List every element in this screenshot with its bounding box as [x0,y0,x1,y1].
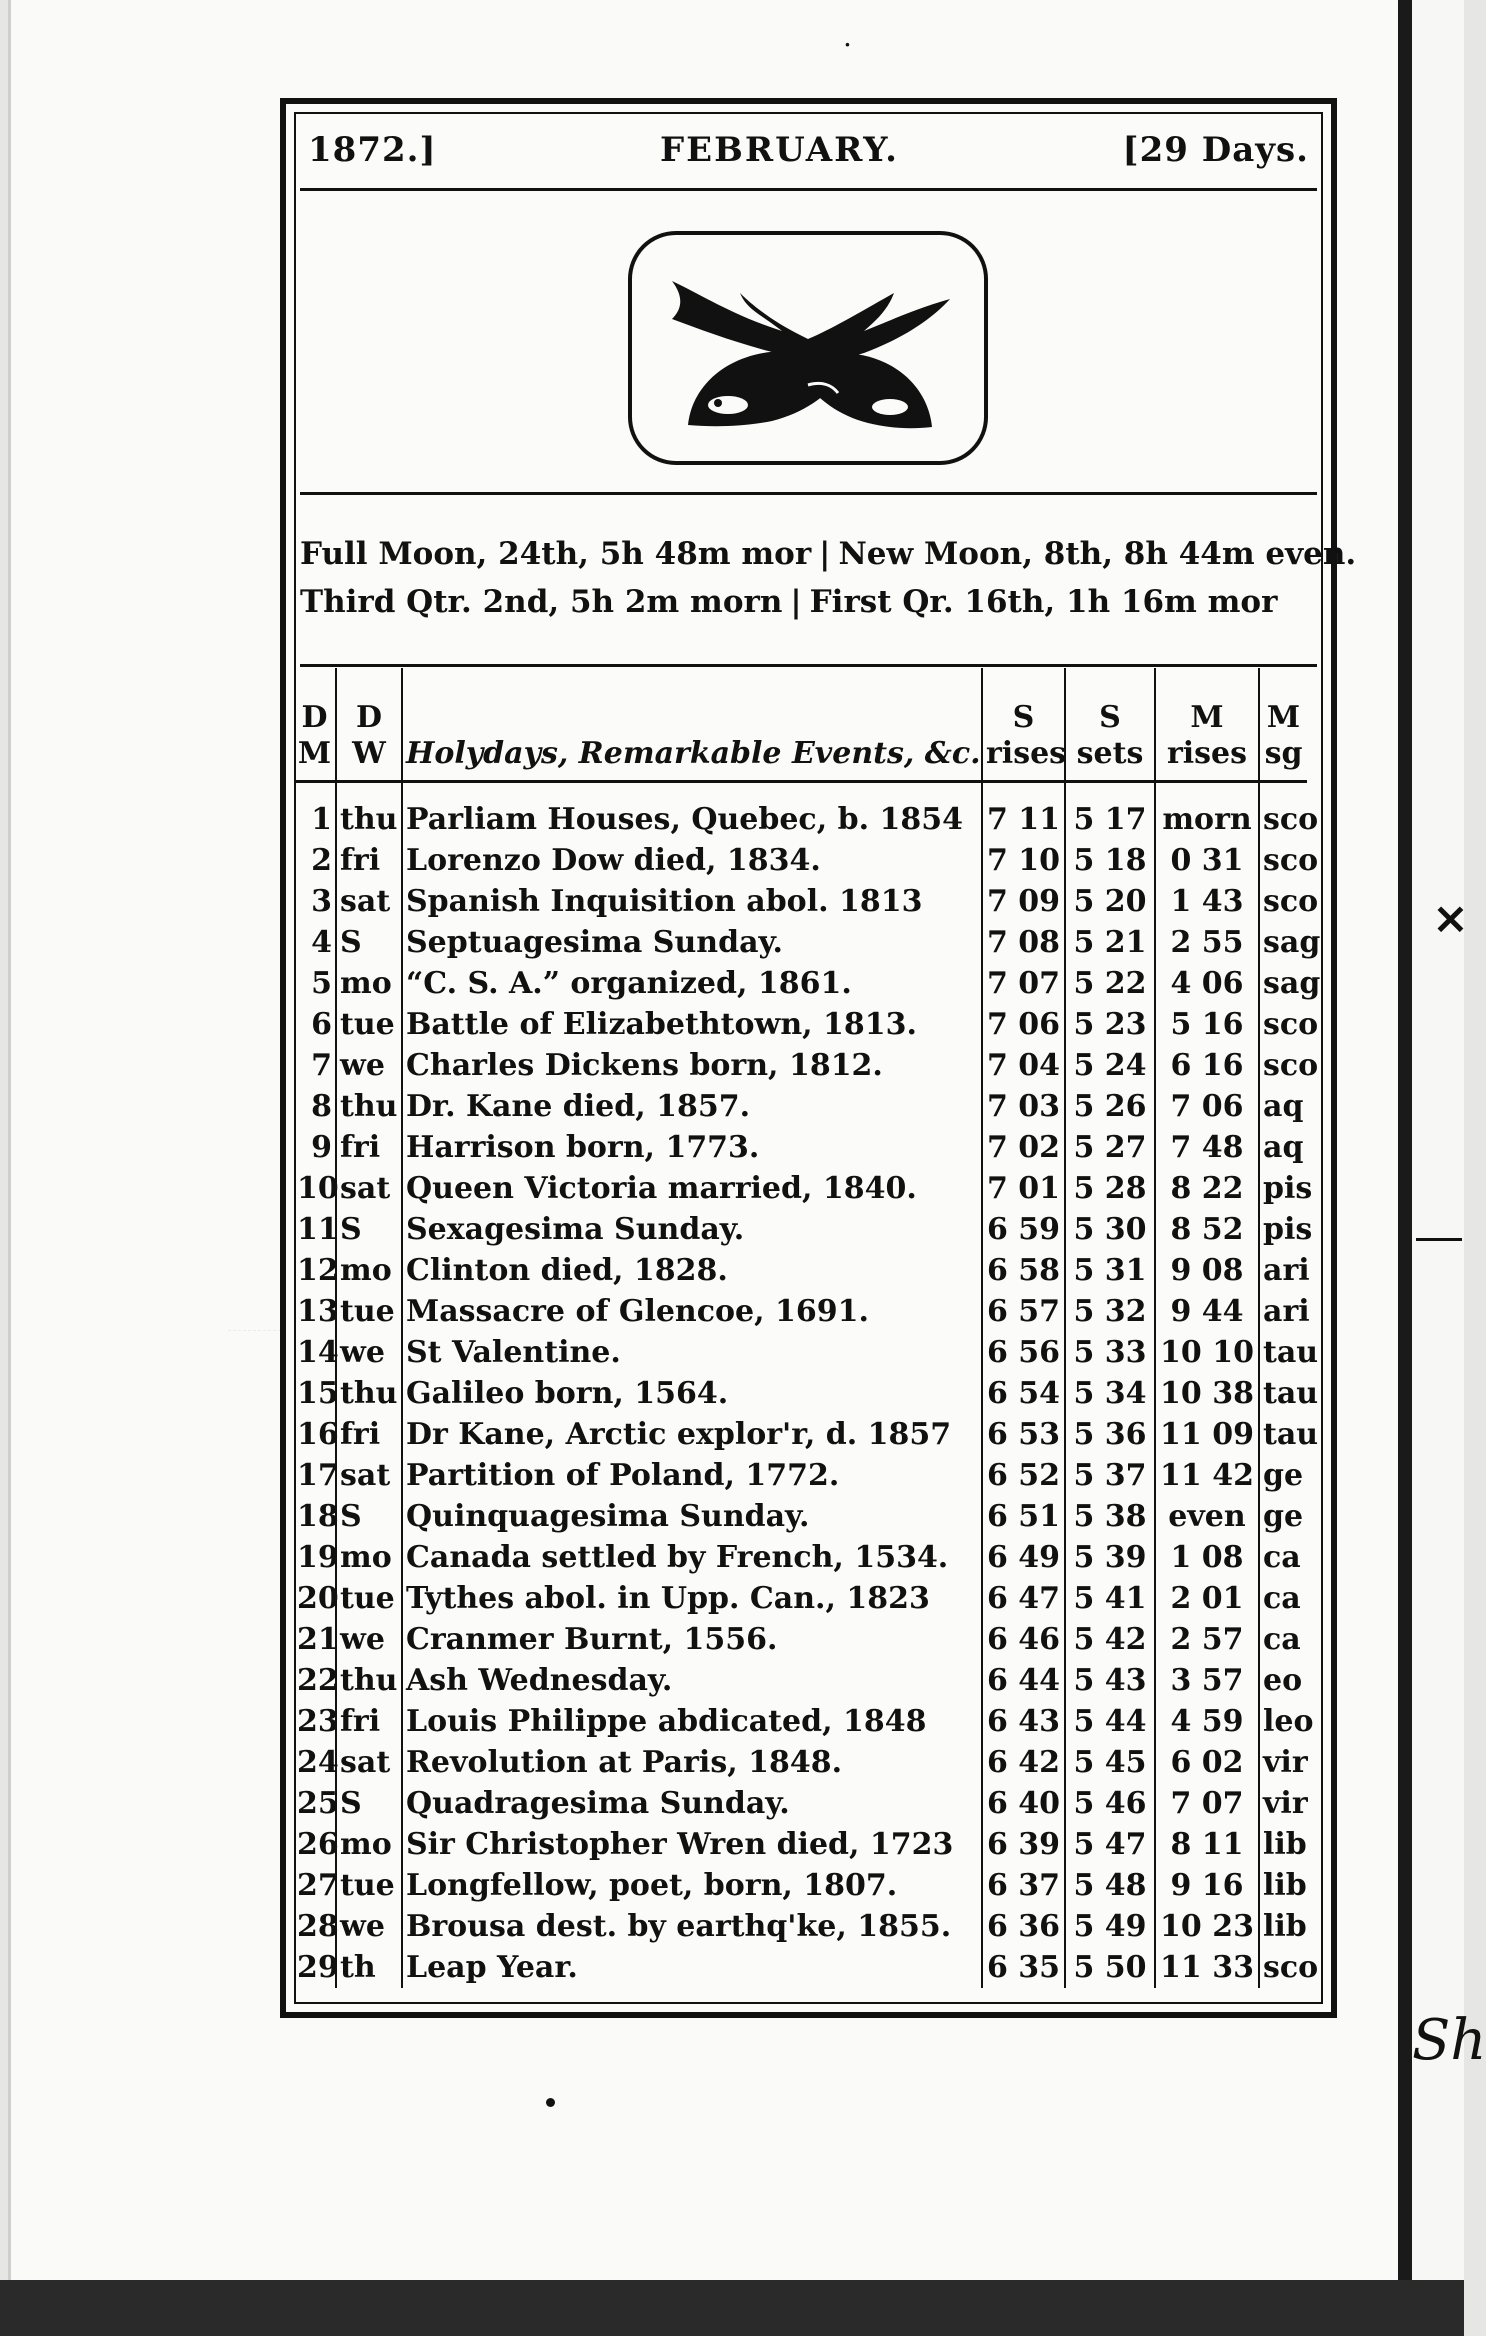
sun-rises-cell: 7 02 [982,1127,1065,1168]
day-of-month-cell: 7 [311,1048,332,1083]
sun-sets-cell: 5 49 [1065,1906,1155,1947]
phase-separator: | [819,536,831,572]
table-row [294,1250,1307,1291]
moon-sign-cell: ca [1259,1619,1307,1660]
table-row [294,1865,1307,1906]
moon-sign-cell: ca [1259,1537,1307,1578]
moon-sign-cell: aq [1259,1127,1307,1168]
day-of-month-cell: 28 [297,1909,339,1944]
event-cell: Quadragesima Sunday. [402,1783,982,1824]
day-of-week-cell: mo [336,1250,402,1291]
day-of-week-cell: tue [336,1291,402,1332]
moon-sign-cell: ge [1259,1455,1307,1496]
calendar-table [294,668,1321,1988]
day-of-month-cell: 18 [297,1499,339,1534]
event-cell: Louis Philippe abdicated, 1848 [402,1701,982,1742]
zodiac-cut-frame [628,231,988,465]
day-of-month-cell: 26 [297,1827,339,1862]
day-of-month-cell: 25 [297,1786,339,1821]
moon-rises-cell: 10 10 [1155,1332,1259,1373]
table-row [294,1455,1307,1496]
sun-sets-cell: 5 41 [1065,1578,1155,1619]
table-row [294,1209,1307,1250]
moon-sign-cell: ari [1259,1250,1307,1291]
moon-sign-cell: lib [1259,1824,1307,1865]
sun-sets-cell: 5 33 [1065,1332,1155,1373]
moon-rises-cell: 9 44 [1155,1291,1259,1332]
day-of-month-cell: 14 [297,1335,339,1370]
day-of-month-cell: 3 [311,884,332,919]
table-row [294,1578,1307,1619]
day-of-week-cell: sat [336,1455,402,1496]
sun-sets-cell: 5 24 [1065,1045,1155,1086]
adjacent-page-strip [1412,0,1464,2336]
day-of-month-cell: 11 [297,1212,339,1247]
col-day-of-week: D W [336,668,402,782]
table-row [294,1168,1307,1209]
moon-sign-cell: sag [1259,922,1307,963]
moon-rises-cell: 2 01 [1155,1578,1259,1619]
event-cell: Sexagesima Sunday. [402,1209,982,1250]
moon-rises-cell: 7 06 [1155,1086,1259,1127]
day-of-month-cell: 12 [297,1253,339,1288]
moon-rises-cell: 8 52 [1155,1209,1259,1250]
day-of-month-cell: 8 [311,1089,332,1124]
day-of-week-cell: mo [336,1824,402,1865]
sun-rises-cell: 6 49 [982,1537,1065,1578]
day-of-month-cell: 29 [297,1950,339,1985]
sun-sets-cell: 5 36 [1065,1414,1155,1455]
moon-sign-cell: vir [1259,1742,1307,1783]
sun-rises-cell: 7 01 [982,1168,1065,1209]
sun-sets-cell: 5 44 [1065,1701,1155,1742]
phase-separator: | [790,584,802,620]
sun-rises-cell: 6 59 [982,1209,1065,1250]
col-moon-sign: M sg [1259,668,1307,782]
sun-sets-cell: 5 18 [1065,840,1155,881]
table-row [294,1537,1307,1578]
col-day-of-month: D M [294,668,336,782]
moon-rises-cell: 5 16 [1155,1004,1259,1045]
day-of-month-cell: 15 [297,1376,339,1411]
moon-rises-cell: 11 42 [1155,1455,1259,1496]
day-of-week-cell: tue [336,1578,402,1619]
sun-sets-cell: 5 39 [1065,1537,1155,1578]
table-row [294,1332,1307,1373]
header-days: [29 Days. [1122,130,1309,170]
moon-phases [300,530,1357,626]
event-cell: Tythes abol. in Upp. Can., 1823 [402,1578,982,1619]
col-sun-rises: S rises [982,668,1065,782]
book-spine-edge [1398,0,1412,2336]
sun-sets-cell: 5 20 [1065,881,1155,922]
table-row [294,1045,1307,1086]
sun-rises-cell: 6 47 [982,1578,1065,1619]
moon-sign-cell: eo [1259,1660,1307,1701]
day-of-week-cell: fri [336,1127,402,1168]
day-of-week-cell: thu [336,1660,402,1701]
event-cell: St Valentine. [402,1332,982,1373]
moon-rises-cell: 0 31 [1155,840,1259,881]
sun-rises-cell: 6 53 [982,1414,1065,1455]
sun-rises-cell: 7 08 [982,922,1065,963]
day-of-month-cell: 16 [297,1417,339,1452]
moon-sign-cell: vir [1259,1783,1307,1824]
day-of-week-cell: sat [336,881,402,922]
table-row [294,1414,1307,1455]
moon-rises-cell: 7 07 [1155,1783,1259,1824]
table-row [294,922,1307,963]
header-month: FEBRUARY. [660,130,900,170]
event-cell: Battle of Elizabethtown, 1813. [402,1004,982,1045]
moon-rises-cell: 8 22 [1155,1168,1259,1209]
day-of-month-cell: 13 [297,1294,339,1329]
full-moon-text: Full Moon, 24th, 5h 48m mor [300,536,812,572]
day-of-week-cell: mo [336,1537,402,1578]
sun-rises-cell: 7 10 [982,840,1065,881]
col-moon-rises: M rises [1155,668,1259,782]
sun-rises-cell: 7 06 [982,1004,1065,1045]
moon-sign-cell: sco [1259,1947,1307,1988]
day-of-month-cell: 24 [297,1745,339,1780]
moon-sign-cell: sco [1259,1045,1307,1086]
sun-rises-cell: 6 35 [982,1947,1065,1988]
event-cell: Spanish Inquisition abol. 1813 [402,881,982,922]
moon-rises-cell: 11 09 [1155,1414,1259,1455]
day-of-month-cell: 2 [311,843,332,878]
event-cell: Sir Christopher Wren died, 1723 [402,1824,982,1865]
sun-sets-cell: 5 47 [1065,1824,1155,1865]
page-bottom-edge [0,2280,1464,2336]
sun-sets-cell: 5 28 [1065,1168,1155,1209]
moon-rises-cell: 6 02 [1155,1742,1259,1783]
sun-rises-cell: 6 40 [982,1783,1065,1824]
sun-rises-cell: 6 39 [982,1824,1065,1865]
moon-phases-line-2 [300,578,1327,626]
margin-handwriting: Sh [1412,2008,1486,2073]
event-cell: Massacre of Glencoe, 1691. [402,1291,982,1332]
day-of-week-cell: fri [336,1701,402,1742]
table-row [294,1496,1307,1537]
moon-sign-cell: pis [1259,1209,1307,1250]
event-cell: Parliam Houses, Quebec, b. 1854 [402,782,982,841]
day-of-month-cell: 6 [311,1007,332,1042]
event-cell: Quinquagesima Sunday. [402,1496,982,1537]
day-of-week-cell: thu [336,1373,402,1414]
sun-sets-cell: 5 45 [1065,1742,1155,1783]
event-cell: Queen Victoria married, 1840. [402,1168,982,1209]
event-cell: Partition of Poland, 1772. [402,1455,982,1496]
moon-sign-cell: ari [1259,1291,1307,1332]
moon-sign-cell: tau [1259,1414,1307,1455]
sun-rises-cell: 6 57 [982,1291,1065,1332]
event-cell: Dr. Kane died, 1857. [402,1086,982,1127]
moon-sign-cell: pis [1259,1168,1307,1209]
sun-rises-cell: 6 42 [982,1742,1065,1783]
event-cell: Ash Wednesday. [402,1660,982,1701]
day-of-month-cell: 21 [297,1622,339,1657]
calendar-body [294,782,1321,1989]
sun-sets-cell: 5 34 [1065,1373,1155,1414]
table-row [294,1086,1307,1127]
moon-sign-cell: lib [1259,1865,1307,1906]
moon-rises-cell: 2 57 [1155,1619,1259,1660]
sun-sets-cell: 5 32 [1065,1291,1155,1332]
moon-sign-cell: sco [1259,1004,1307,1045]
col-events: Holydays, Remarkable Events, &c. [402,668,982,782]
sun-rises-cell: 7 09 [982,881,1065,922]
moon-rises-cell: 3 57 [1155,1660,1259,1701]
sun-rises-cell: 7 04 [982,1045,1065,1086]
day-of-month-cell: 17 [297,1458,339,1493]
sun-sets-cell: 5 31 [1065,1250,1155,1291]
day-of-week-cell: we [336,1332,402,1373]
sun-rises-cell: 6 44 [982,1660,1065,1701]
day-of-week-cell: we [336,1045,402,1086]
day-of-week-cell: S [336,1496,402,1537]
sun-rises-cell: 6 54 [982,1373,1065,1414]
sun-rises-cell: 6 37 [982,1865,1065,1906]
event-cell: Canada settled by French, 1534. [402,1537,982,1578]
day-of-month-cell: 1 [311,802,332,837]
day-of-month-cell: 5 [311,966,332,1001]
sun-sets-cell: 5 27 [1065,1127,1155,1168]
ink-dot [546,2098,555,2107]
sun-sets-cell: 5 26 [1065,1086,1155,1127]
sun-sets-cell: 5 21 [1065,922,1155,963]
moon-rises-cell: 9 16 [1155,1865,1259,1906]
moon-rises-cell: even [1155,1496,1259,1537]
sun-sets-cell: 5 30 [1065,1209,1155,1250]
sun-rises-cell: 6 56 [982,1332,1065,1373]
table-row [294,1660,1307,1701]
table-row [294,1373,1307,1414]
moon-rises-cell: 8 11 [1155,1824,1259,1865]
day-of-week-cell: S [336,1783,402,1824]
sun-rises-cell: 6 51 [982,1496,1065,1537]
sun-sets-cell: 5 48 [1065,1865,1155,1906]
event-cell: Harrison born, 1773. [402,1127,982,1168]
day-of-week-cell: fri [336,840,402,881]
sun-sets-cell: 5 46 [1065,1783,1155,1824]
moon-rises-cell: 10 38 [1155,1373,1259,1414]
event-cell: Galileo born, 1564. [402,1373,982,1414]
moon-sign-cell: ca [1259,1578,1307,1619]
table-row [294,1906,1307,1947]
moon-sign-cell: sco [1259,881,1307,922]
table-row [294,1824,1307,1865]
almanac-page [280,98,1357,2018]
sun-rises-cell: 6 46 [982,1619,1065,1660]
page-header [308,124,1309,176]
sun-rises-cell: 6 36 [982,1906,1065,1947]
day-of-week-cell: th [336,1947,402,1988]
margin-dash-mark [1416,1238,1462,1241]
margin-x-mark: × [1432,893,1469,944]
table-row [294,782,1307,841]
third-quarter-text: Third Qtr. 2nd, 5h 2m morn [300,584,783,620]
table-row [294,1947,1307,1988]
moon-rises-cell: 6 16 [1155,1045,1259,1086]
day-of-week-cell: sat [336,1168,402,1209]
day-of-week-cell: S [336,1209,402,1250]
moon-rises-cell: morn [1155,782,1259,841]
table-row [294,1619,1307,1660]
moon-sign-cell: tau [1259,1373,1307,1414]
moon-rises-cell: 7 48 [1155,1127,1259,1168]
moon-sign-cell: leo [1259,1701,1307,1742]
moon-sign-cell: ge [1259,1496,1307,1537]
event-cell: Cranmer Burnt, 1556. [402,1619,982,1660]
day-of-month-cell: 22 [297,1663,339,1698]
day-of-week-cell: tue [336,1004,402,1045]
sun-sets-cell: 5 50 [1065,1947,1155,1988]
day-of-week-cell: mo [336,963,402,1004]
day-of-month-cell: 4 [311,925,332,960]
table-row [294,1291,1307,1332]
sun-sets-cell: 5 43 [1065,1660,1155,1701]
day-of-month-cell: 19 [297,1540,339,1575]
day-of-month-cell: 10 [297,1171,339,1206]
table-row [294,1701,1307,1742]
event-cell: “C. S. A.” organized, 1861. [402,963,982,1004]
moon-rises-cell: 4 59 [1155,1701,1259,1742]
new-moon-text: New Moon, 8th, 8h 44m even. [838,536,1357,572]
header-rule [300,188,1317,191]
moon-phases-line-1 [300,530,1357,578]
moon-rises-cell: 4 06 [1155,963,1259,1004]
day-of-week-cell: fri [336,1414,402,1455]
ink-speck: . [843,20,852,53]
moon-rises-cell: 10 23 [1155,1906,1259,1947]
moon-rises-cell: 1 43 [1155,881,1259,922]
sun-sets-cell: 5 37 [1065,1455,1155,1496]
day-of-month-cell: 27 [297,1868,339,1903]
sun-rises-cell: 7 03 [982,1086,1065,1127]
moon-sign-cell: sco [1259,840,1307,881]
moon-sign-cell: sco [1259,782,1307,841]
table-header-row [294,668,1307,782]
event-cell: Longfellow, poet, born, 1807. [402,1865,982,1906]
col-sun-sets: S sets [1065,668,1155,782]
day-of-week-cell: thu [336,782,402,841]
day-of-week-cell: thu [336,1086,402,1127]
event-cell: Leap Year. [402,1947,982,1988]
day-of-month-cell: 20 [297,1581,339,1616]
sun-sets-cell: 5 22 [1065,963,1155,1004]
table-row [294,963,1307,1004]
table-top-rule [300,664,1317,667]
sun-rises-cell: 6 43 [982,1701,1065,1742]
day-of-week-cell: tue [336,1865,402,1906]
event-cell: Dr Kane, Arctic explor'r, d. 1857 [402,1414,982,1455]
event-cell: Charles Dickens born, 1812. [402,1045,982,1086]
sun-rises-cell: 6 58 [982,1250,1065,1291]
table-row [294,840,1307,881]
moon-sign-cell: sag [1259,963,1307,1004]
sun-sets-cell: 5 42 [1065,1619,1155,1660]
day-of-week-cell: we [336,1619,402,1660]
sun-rises-cell: 6 52 [982,1455,1065,1496]
pisces-fish-icon [632,235,976,453]
sun-sets-cell: 5 38 [1065,1496,1155,1537]
day-of-month-cell: 9 [311,1130,332,1165]
event-cell: Revolution at Paris, 1848. [402,1742,982,1783]
header-year: 1872.] [308,130,437,170]
event-cell: Septuagesima Sunday. [402,922,982,963]
sun-sets-cell: 5 23 [1065,1004,1155,1045]
moon-sign-cell: lib [1259,1906,1307,1947]
moon-rises-cell: 1 08 [1155,1537,1259,1578]
table-row [294,881,1307,922]
sun-rises-cell: 7 11 [982,782,1065,841]
day-of-week-cell: S [336,922,402,963]
moon-sign-cell: tau [1259,1332,1307,1373]
table-row [294,1783,1307,1824]
event-cell: Brousa dest. by earthq'ke, 1855. [402,1906,982,1947]
moon-sign-cell: aq [1259,1086,1307,1127]
table-row [294,1004,1307,1045]
moon-rises-cell: 2 55 [1155,922,1259,963]
sun-rises-cell: 7 07 [982,963,1065,1004]
sun-sets-cell: 5 17 [1065,782,1155,841]
moon-rises-cell: 11 33 [1155,1947,1259,1988]
table-row [294,1742,1307,1783]
day-of-month-cell: 23 [297,1704,339,1739]
moon-rises-cell: 9 08 [1155,1250,1259,1291]
day-of-week-cell: sat [336,1742,402,1783]
first-quarter-text: First Qr. 16th, 1h 16m mor [809,584,1278,620]
event-cell: Lorenzo Dow died, 1834. [402,840,982,881]
figure-rule [300,492,1317,495]
table-row [294,1127,1307,1168]
day-of-week-cell: we [336,1906,402,1947]
event-cell: Clinton died, 1828. [402,1250,982,1291]
